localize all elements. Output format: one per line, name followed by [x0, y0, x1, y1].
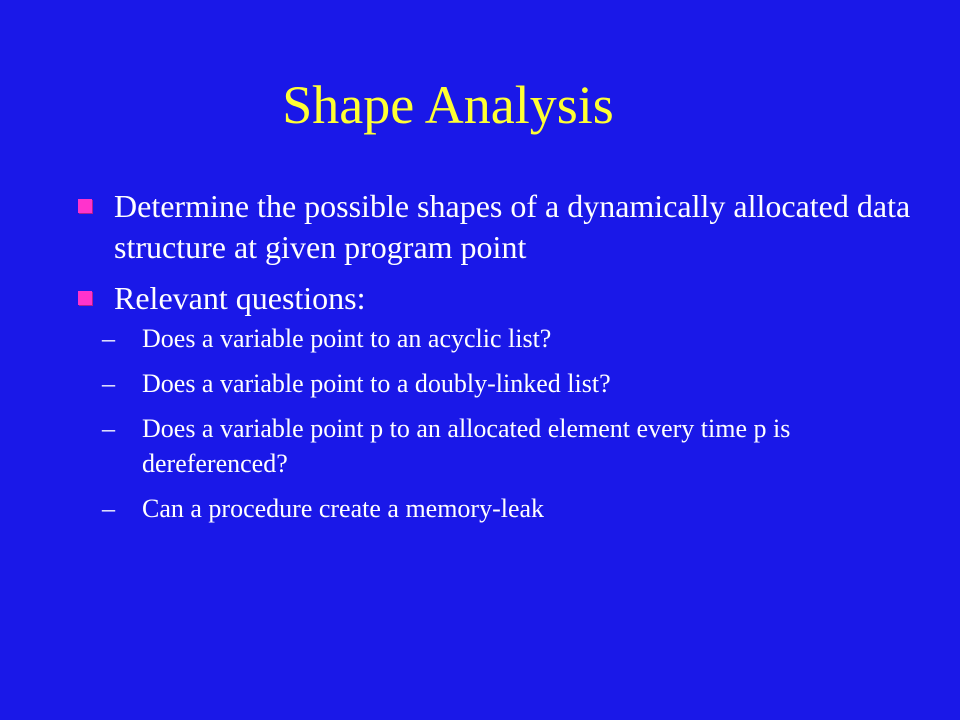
slide-title: Shape Analysis: [282, 75, 614, 135]
dash-marker: –: [102, 369, 115, 398]
sub-item-text: Does a variable point p to an allocated element every time p is dereferenced?: [142, 414, 791, 478]
sub-question-list: [102, 321, 938, 526]
dash-marker: –: [102, 414, 115, 443]
dash-marker: –: [102, 494, 115, 523]
sub-item-text: Can a procedure create a memory-leak: [142, 494, 545, 523]
sub-item-acyclic-list: [102, 321, 882, 356]
sub-item-text: Does a variable point to a doubly-linked list?: [142, 369, 611, 398]
sub-item-doubly-linked-list: [102, 366, 882, 401]
sub-item-text: Does a variable point to an acyclic list?: [142, 324, 552, 353]
bullet-text: Relevant questions:: [114, 280, 366, 316]
bullet-item-determine-shapes: [78, 186, 938, 268]
bullet-marker-icon: [78, 291, 92, 305]
sub-item-allocated-element: [102, 411, 882, 481]
bullet-list: [78, 186, 938, 536]
bullet-item-relevant-questions: [78, 278, 938, 526]
dash-marker: –: [102, 324, 115, 353]
bullet-text: Determine the possible shapes of a dynamically allocated data structure at given program point: [114, 188, 911, 265]
sub-item-memory-leak: [102, 491, 882, 526]
bullet-marker-icon: [78, 199, 92, 213]
